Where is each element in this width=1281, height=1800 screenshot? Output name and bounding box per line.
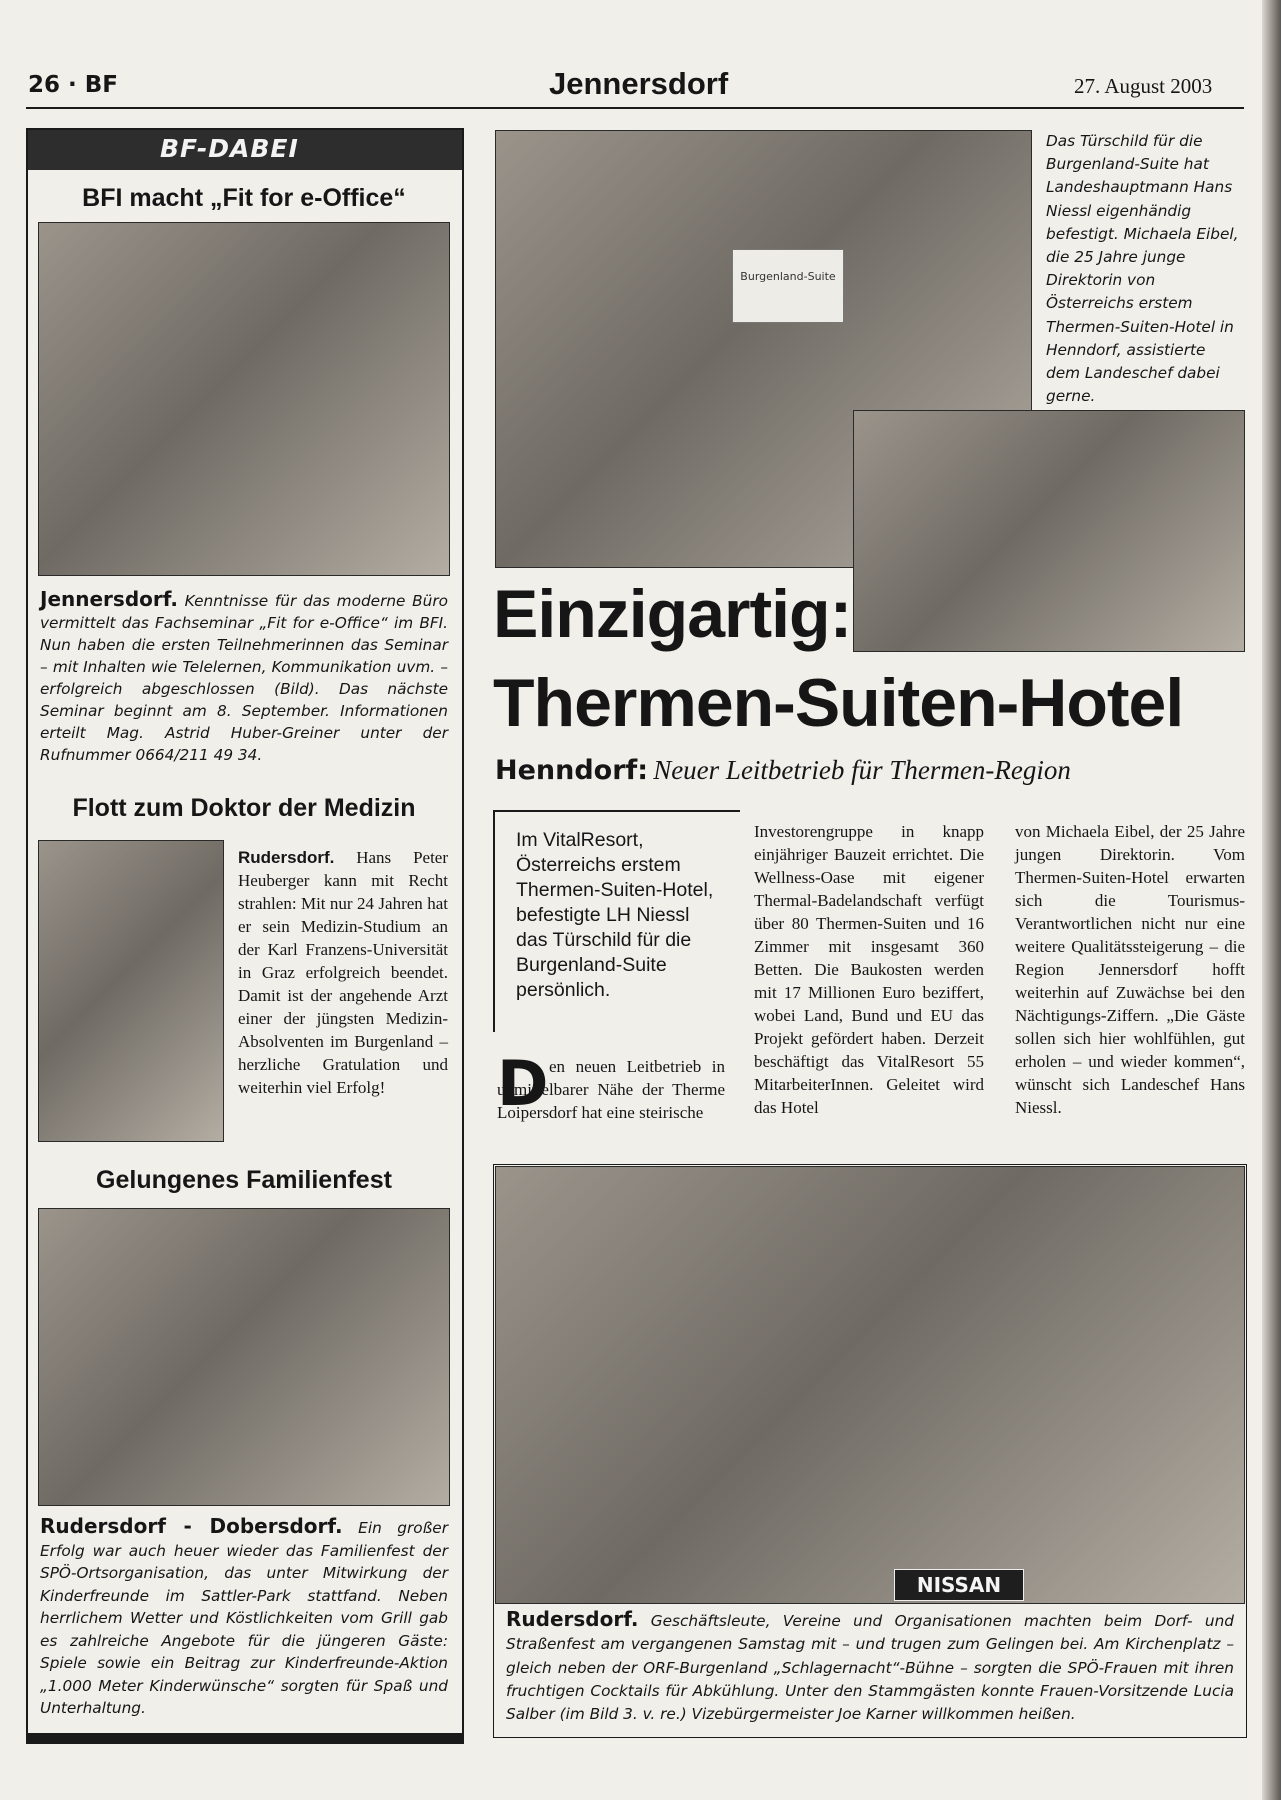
familienfest-title: Gelungenes Familienfest: [96, 1166, 392, 1194]
bfi-body: Kenntnisse für das moderne Büro vermittelt das Fachseminar „Fit for e-Office“ im BFI. Nun haben die ersten Teilnehmerinnen das Seminar – mit Inhalten wie Telelernen, Kommunikation uvm. – erfolgreich abgeschlossen (Bild). Das nächste Seminar beginnt am 8. September. Informationen erteilt Mag. Astrid Huber-Greiner unter der Rufnummer 0664/211 49 34.: [40, 592, 448, 764]
doktor-title: Flott zum Doktor der Medizin: [72, 794, 416, 822]
issue-date: 27. August 2003: [1074, 74, 1213, 98]
headline-thermen-suiten-hotel: Thermen-Suiten-Hotel: [493, 665, 1184, 741]
nissan-sign-text: NISSAN: [916, 1573, 1002, 1597]
page-fold-edge: [1262, 0, 1281, 1800]
bottom-caption-text: Geschäftsleute, Vereine und Organisationen machten beim Dorf- und Straßenfest am vergangenen Samstag mit – und trugen zum Gelingen bei. Am Kirchenplatz – gleich neben der ORF-Burgenland „Schlagernacht“-Bühne – sorgten die SPÖ-Frauen mit ihren fruchtigen Cocktails für Abkühlung. Unter den Stammgästen konnte Frauen-Vorsitzende Lucia Salber (im Bild 3. v. re.) Vizebürgermeister Joe Karner willkommen heißen.: [506, 1612, 1234, 1724]
bfi-dateline: Jennersdorf.: [40, 587, 178, 611]
dropcap-d: D: [497, 1047, 549, 1120]
subhead-kicker: Henndorf:: [495, 755, 649, 786]
bfi-group-photo: [38, 222, 450, 576]
bottom-dateline: Rudersdorf.: [506, 1607, 639, 1631]
doktor-text: [238, 846, 448, 1099]
bfi-text: [40, 588, 448, 766]
page-number: 26 · BF: [28, 72, 119, 98]
body-column-1: en neuen Leitbetrieb in unmittelbarer Nähe der Therme Loipersdorf hat eine steirische: [497, 1057, 725, 1122]
header-rule: [26, 107, 1244, 109]
left-column-footer-bar: [26, 1733, 464, 1743]
body-column-2: Investorengruppe in knapp einjähriger Bauzeit errichtet. Die Wellness-Oase mit eigener Thermal-Badelandschaft verfügt über 80 Thermen-Suiten und 16 Zimmer mit insgesamt 360 Betten. Die Baukosten werden mit 17 Millionen Euro beziffert, wobei Land, Bund und EU das Projekt gefördert haben. Derzeit beschäftigt das VitalResort 55 MitarbeiterInnen. Geleitet wird das Hotel: [754, 822, 984, 1117]
burgenland-suite-sign: [732, 249, 844, 323]
body-column-3: von Michaela Eibel, der 25 Jahre jungen Direktorin. Vom Thermen-Suiten-Hotel erwarten sich die Tourismus-Verantwortlichen nicht nur eine weitere Qualitätssteigerung – die Region Jennersdorf hofft weiterhin auf Zuwächse bei den Nächtigungs-Ziffern. „Die Gäste sollen sich hier wohlfühlen, gut erholen – und wieder kommen“, wünscht sich Landeschef Hans Niessl.: [1015, 822, 1245, 1117]
bottom-caption-frame: [493, 1164, 1247, 1738]
familienfest-body: Ein großer Erfolg war auch heuer wieder das Familienfest der SPÖ-Ortsorganisation, das unter Mitwirkung der Kinderfreunde im Sattler-Park stattfand. Neben herrlichem Wetter und Köstlichkeiten vom Grill gab es zahlreiche Angebote für die jüngeren Gäste: Spiele sowie ein Beitrag zur Kinderfreunde-Aktion „1.000 Meter Kinderwünsche“ sorgten für Spaß und Unterhaltung.: [40, 1519, 448, 1717]
section-title: Jennersdorf: [549, 66, 729, 101]
subhead: [495, 755, 1245, 786]
subhead-text: Neuer Leitbetrieb für Thermen-Region: [653, 755, 1071, 785]
burgenland-suite-sign-text: Burgenland-Suite: [740, 270, 836, 283]
doktor-portrait-photo: [38, 840, 224, 1142]
lead-box-top-rule: [493, 810, 740, 812]
familienfest-text: [40, 1515, 448, 1720]
familienfest-photo: [38, 1208, 450, 1506]
bf-dabei-label: BF-DABEI: [160, 134, 299, 163]
doktor-body: Hans Peter Heuberger kann mit Recht strahlen: Mit nur 24 Jahren hat er sein Medizin-Studium an der Karl Franzens-Universität in Graz erfolgreich beendet. Damit ist der angehende Arzt einer der jüngsten Medizin-Absolventen im Burgenland – herzliche Gratulation und weiterhin viel Erfolg!: [238, 848, 448, 1097]
headline-einzigartig: Einzigartig:: [493, 576, 852, 652]
hotel-building-photo: [853, 410, 1245, 652]
doktor-dateline: Rudersdorf.: [238, 848, 335, 867]
lead-box-left-rule: [493, 810, 495, 1032]
sign-photo-caption: Das Türschild für die Burgenland-Suite hat Landeshauptmann Hans Niessl eigenhändig befestigt. Michaela Eibel, die 25 Jahre junge Direktorin von Österreichs erstem Thermen-Suiten-Hotel in Henndorf, assistierte dem Landeschef dabei gerne.: [1046, 132, 1239, 406]
lead-paragraph: Im VitalResort, Österreichs erstem Thermen-Suiten-Hotel, befestigte LH Niessl das Türschild für die Burgenland-Suite persönlich.: [516, 829, 714, 1001]
bfi-title: BFI macht „Fit for e-Office“: [82, 184, 406, 212]
familienfest-dateline: Rudersdorf - Dobersdorf.: [40, 1514, 343, 1538]
